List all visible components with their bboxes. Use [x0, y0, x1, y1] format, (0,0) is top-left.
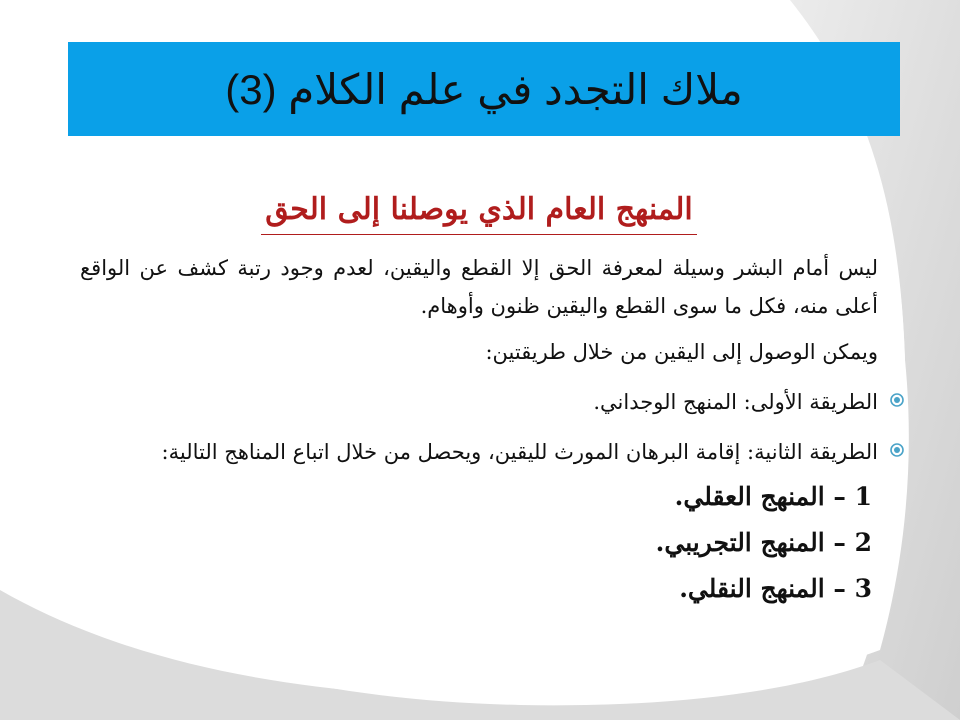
bullet-text: الطريقة الثانية: إقامة البرهان المورث لليقين، ويحصل من خلال اتباع المناهج التالية: [161, 440, 878, 464]
subheading-wrap [80, 190, 878, 235]
ring-bullet-icon [890, 443, 904, 457]
subheading: المنهج العام الذي يوصلنا إلى الحق [261, 190, 696, 235]
bullet-item-second [80, 433, 878, 471]
title-bar [68, 42, 900, 136]
paragraph-methods: ويمكن الوصول إلى اليقين من خلال طريقتين: [485, 340, 878, 364]
numbered-item-textual: 3 – المنهج النقلي. [679, 574, 872, 603]
numbered-item-empirical: 2 – المنهج التجريبي. [655, 528, 872, 557]
bullet-item-first [80, 383, 878, 421]
slide-content [80, 190, 878, 609]
slide-title: ملاك التجدد في علم الكلام (3) [225, 65, 743, 113]
numbered-item-rational: 1 – المنهج العقلي. [674, 482, 872, 511]
ring-bullet-icon [890, 393, 904, 407]
bullet-text: الطريقة الأولى: المنهج الوجداني. [593, 390, 878, 414]
paragraph-intro: ليس أمام البشر وسيلة لمعرفة الحق إلا القطع واليقين، لعدم وجود رتبة كشف عن الواقع أعلى منه، فكل ما سوى القطع واليقين ظنون وأوهام. [80, 256, 878, 318]
